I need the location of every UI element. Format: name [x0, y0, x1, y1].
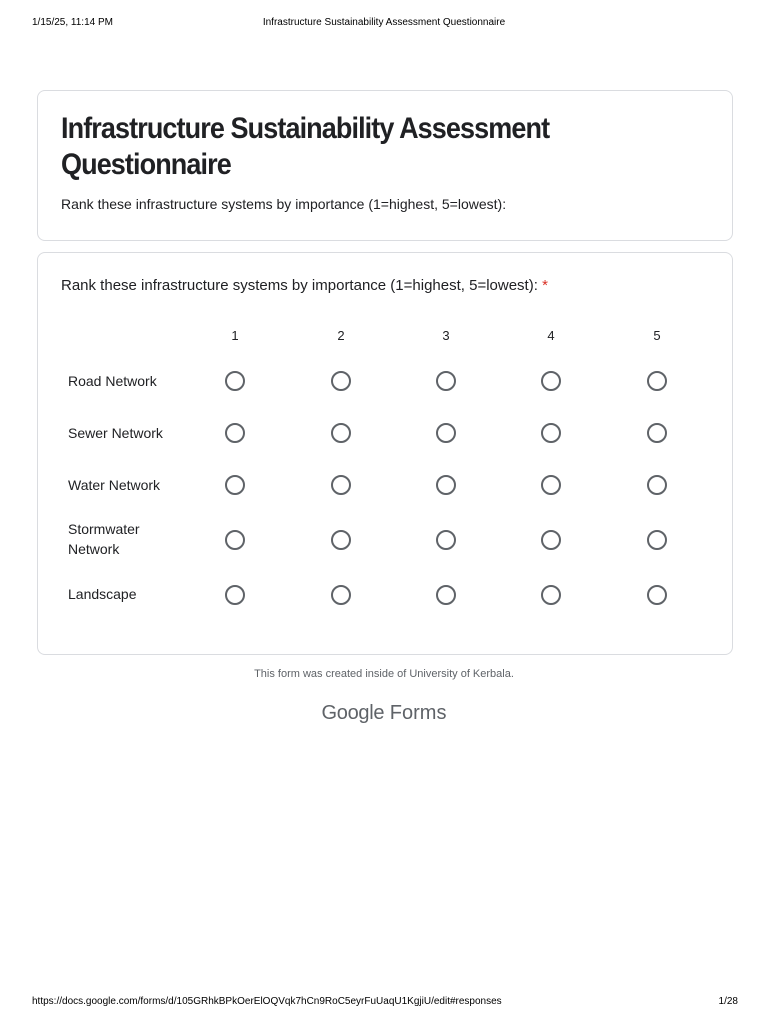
form-description: Rank these infrastructure systems by importance (1=highest, 5=lowest):: [61, 196, 507, 212]
google-forms-logo[interactable]: [0, 702, 768, 725]
radio-sewer-network-3[interactable]: [436, 423, 456, 443]
radio-landscape-2[interactable]: [331, 585, 351, 605]
radio-road-network-4[interactable]: [541, 371, 561, 391]
column-label-4: 4: [547, 328, 555, 343]
row-label-stormwater-network: Stormwater Network: [68, 521, 140, 557]
print-page-number: 1/28: [718, 996, 738, 1007]
radio-road-network-3[interactable]: [436, 371, 456, 391]
radio-landscape-1[interactable]: [225, 585, 245, 605]
row-label-sewer-network: Sewer Network: [68, 425, 163, 441]
radio-stormwater-network-1[interactable]: [225, 530, 245, 550]
radio-sewer-network-2[interactable]: [331, 423, 351, 443]
question-title: [61, 277, 548, 294]
print-date: 1/15/25, 11:14 PM: [32, 17, 113, 28]
radio-sewer-network-1[interactable]: [225, 423, 245, 443]
radio-stormwater-network-3[interactable]: [436, 530, 456, 550]
question-card: [37, 252, 733, 655]
row-label-water-network: Water Network: [68, 477, 161, 493]
form-header-card: [37, 90, 733, 241]
radio-road-network-5[interactable]: [647, 371, 667, 391]
print-doc-title: Infrastructure Sustainability Assessment Questionnaire: [262, 17, 506, 28]
print-header: [0, 0, 768, 30]
radio-water-network-3[interactable]: [436, 475, 456, 495]
radio-road-network-2[interactable]: [331, 371, 351, 391]
radio-landscape-3[interactable]: [436, 585, 456, 605]
radio-sewer-network-4[interactable]: [541, 423, 561, 443]
form-title: Infrastructure Sustainability Assessment Questionnaire: [61, 112, 550, 181]
radio-sewer-network-5[interactable]: [647, 423, 667, 443]
radio-stormwater-network-5[interactable]: [647, 530, 667, 550]
radio-water-network-2[interactable]: [331, 475, 351, 495]
column-label-3: 3: [442, 328, 450, 343]
question-text: Rank these infrastructure systems by importance (1=highest, 5=lowest):: [61, 277, 538, 294]
forms-wordmark: Forms: [389, 702, 447, 724]
radio-water-network-4[interactable]: [541, 475, 561, 495]
radio-stormwater-network-4[interactable]: [541, 530, 561, 550]
radio-landscape-4[interactable]: [541, 585, 561, 605]
radio-water-network-5[interactable]: [647, 475, 667, 495]
radio-water-network-1[interactable]: [225, 475, 245, 495]
row-label-road-network: Road Network: [68, 373, 157, 389]
radio-road-network-1[interactable]: [225, 371, 245, 391]
organization-note: This form was created inside of University of Kerbala.: [254, 668, 514, 680]
print-url: https://docs.google.com/forms/d/105GRhkBPkOerElOQVqk7hCn9RoC5eyrFuUaqU1KgjiU/edit#responses: [32, 996, 502, 1007]
google-wordmark: Google: [321, 702, 385, 724]
column-label-2: 2: [337, 328, 345, 343]
radio-stormwater-network-2[interactable]: [331, 530, 351, 550]
row-label-landscape: Landscape: [68, 586, 137, 602]
column-label-1: 1: [231, 328, 239, 343]
radio-landscape-5[interactable]: [647, 585, 667, 605]
column-label-5: 5: [653, 328, 661, 343]
print-footer: [0, 994, 768, 1024]
required-asterisk: *: [542, 277, 548, 294]
